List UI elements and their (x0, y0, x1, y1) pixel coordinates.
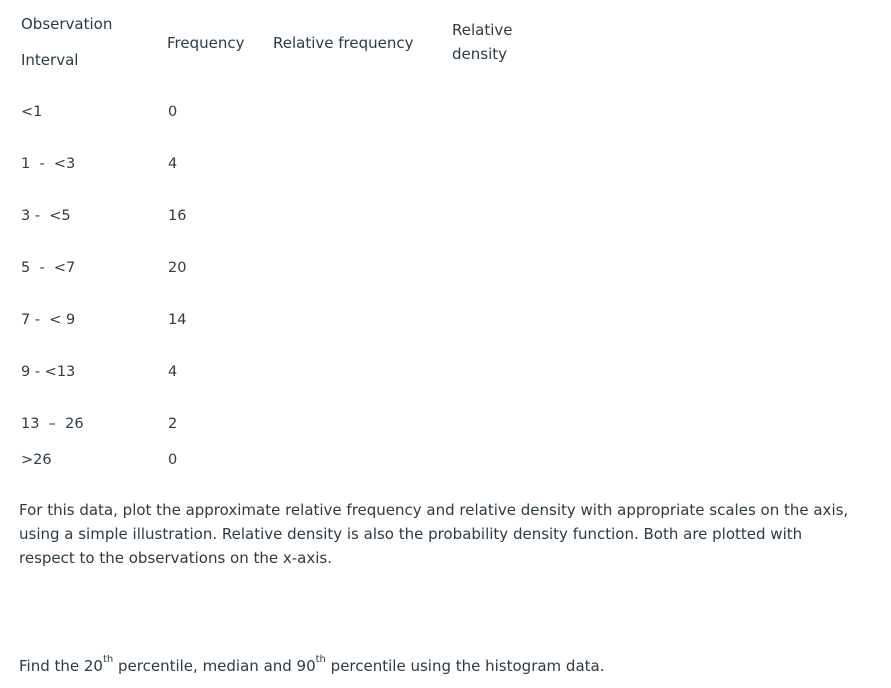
row-frequency: 16 (168, 208, 187, 224)
superscript: th (102, 654, 114, 665)
row-frequency: 14 (168, 312, 187, 328)
row-interval: <1 (21, 104, 43, 120)
question-part: Find the 20 (19, 657, 103, 675)
row-interval: 3 - <5 (21, 208, 71, 224)
superscript: th (315, 654, 326, 665)
row-interval: 7 - < 9 (21, 312, 76, 328)
header-frequency: Frequency (167, 34, 245, 52)
row-frequency: 20 (168, 260, 187, 276)
row-frequency: 4 (168, 156, 178, 172)
header-interval: Interval (21, 51, 79, 69)
row-frequency: 2 (168, 416, 178, 432)
row-frequency: 0 (168, 452, 178, 468)
row-interval: 1 - <3 (21, 156, 76, 172)
header-relative-frequency: Relative frequency (273, 34, 414, 52)
header-observation: Observation (21, 15, 113, 33)
question-part: percentile, median and 90 (113, 657, 316, 675)
question-text (19, 654, 849, 678)
question-part: percentile using the histogram data. (325, 657, 605, 675)
row-frequency: 4 (168, 364, 178, 380)
header-relative: Relative (452, 21, 513, 39)
row-interval: 9 - <13 (21, 364, 76, 380)
row-interval: >26 (21, 452, 52, 468)
row-frequency: 0 (168, 104, 178, 120)
row-interval: 5 - <7 (21, 260, 76, 276)
row-interval: 13 – 26 (21, 416, 84, 432)
instruction-paragraph: For this data, plot the approximate relative frequency and relative density with appropriate scales on the axis, using a simple illustration. Relative density is also the probability density function. Both are plotted with respect to the observations on the x-axis. (19, 501, 849, 567)
header-density: density (452, 45, 507, 63)
